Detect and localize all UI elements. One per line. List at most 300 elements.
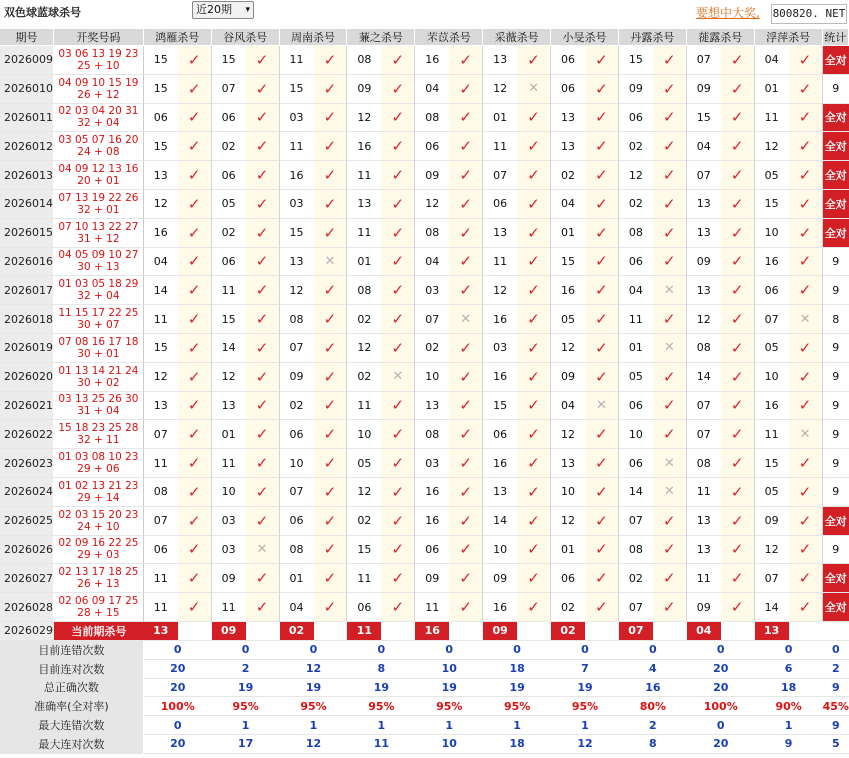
cross-icon xyxy=(789,305,823,334)
check-mark: ✓ xyxy=(391,482,405,501)
kill-value: 15 xyxy=(755,190,789,219)
check-icon xyxy=(314,46,348,75)
kill-value: 07 xyxy=(755,305,789,334)
summary-value: 1 xyxy=(755,716,823,735)
check-icon xyxy=(517,363,551,392)
check-mark: ✓ xyxy=(323,454,337,473)
check-mark: ✓ xyxy=(798,569,812,588)
kill-value: 16 xyxy=(415,507,449,536)
check-icon xyxy=(789,276,823,305)
red-balls: 01 03 05 18 29 32 xyxy=(58,278,139,303)
check-icon xyxy=(381,449,415,478)
kill-value: 07 xyxy=(144,420,178,449)
check-mark: ✓ xyxy=(255,108,269,127)
summary-value: 20 xyxy=(144,660,212,679)
table-row xyxy=(0,305,849,334)
check-icon xyxy=(381,104,415,133)
blank-cell xyxy=(246,622,280,641)
kill-value: 04 xyxy=(619,276,653,305)
check-icon xyxy=(789,449,823,478)
kill-value: 08 xyxy=(347,276,381,305)
check-mark: ✓ xyxy=(187,540,201,559)
kill-value: 11 xyxy=(144,449,178,478)
kill-value: 11 xyxy=(347,161,381,190)
check-icon xyxy=(314,363,348,392)
blue-ball: 01 xyxy=(106,203,120,216)
kill-value: 07 xyxy=(687,392,721,421)
check-mark: ✓ xyxy=(595,194,608,213)
check-icon xyxy=(246,593,280,622)
red-balls: 02 03 15 20 23 24 xyxy=(58,508,139,533)
table-row xyxy=(0,478,849,507)
summary-value: 9 xyxy=(823,679,849,698)
kill-value: 03 xyxy=(415,276,449,305)
check-icon xyxy=(721,363,755,392)
cross-mark: ✕ xyxy=(663,340,675,356)
stat-count: 9 xyxy=(823,276,849,305)
check-icon xyxy=(721,536,755,565)
check-mark: ✓ xyxy=(595,482,608,501)
check-icon xyxy=(246,305,280,334)
kill-value: 02 xyxy=(415,334,449,363)
check-icon xyxy=(789,248,823,277)
kill-value: 02 xyxy=(551,161,585,190)
kill-value: 09 xyxy=(755,507,789,536)
current-kill-value: 02 xyxy=(280,622,314,641)
check-icon xyxy=(246,392,280,421)
kill-value: 15 xyxy=(280,219,314,248)
check-mark: ✓ xyxy=(255,281,269,300)
cross-icon xyxy=(653,449,687,478)
summary-value: 2 xyxy=(212,660,280,679)
summary-value: 1 xyxy=(551,716,619,735)
issue-number: 2026010 xyxy=(0,75,54,104)
kill-value: 12 xyxy=(755,536,789,565)
kill-value: 11 xyxy=(280,46,314,75)
check-icon xyxy=(585,593,619,622)
kill-value: 09 xyxy=(415,161,449,190)
check-mark: ✓ xyxy=(323,108,337,127)
check-mark: ✓ xyxy=(391,137,405,156)
check-icon xyxy=(517,132,551,161)
current-kill-value: 13 xyxy=(144,622,178,641)
kill-value: 06 xyxy=(415,536,449,565)
check-mark: ✓ xyxy=(730,252,744,271)
check-mark: ✓ xyxy=(663,50,676,69)
check-mark: ✓ xyxy=(730,108,744,127)
check-mark: ✓ xyxy=(391,108,405,127)
kill-value: 06 xyxy=(212,104,246,133)
check-icon xyxy=(246,46,280,75)
red-balls: 03 13 25 26 30 31 xyxy=(58,393,139,418)
issue-number: 2026011 xyxy=(0,104,54,133)
current-issue-row xyxy=(0,622,849,641)
draw-numbers xyxy=(54,449,144,478)
red-balls: 15 18 23 25 28 32 xyxy=(58,422,139,447)
kill-value: 14 xyxy=(212,334,246,363)
kill-value: 14 xyxy=(619,478,653,507)
issue-number: 2026023 xyxy=(0,449,54,478)
summary-row xyxy=(0,641,849,660)
kill-value: 06 xyxy=(280,420,314,449)
check-mark: ✓ xyxy=(663,194,676,213)
check-mark: ✓ xyxy=(595,425,608,444)
check-icon xyxy=(585,104,619,133)
check-mark: ✓ xyxy=(663,137,676,156)
table-header-row xyxy=(0,29,849,46)
kill-value: 05 xyxy=(619,363,653,392)
check-mark: ✓ xyxy=(798,511,812,530)
kill-value: 09 xyxy=(483,564,517,593)
kill-value: 08 xyxy=(415,420,449,449)
check-mark: ✓ xyxy=(187,79,201,98)
kill-value: 07 xyxy=(687,46,721,75)
kill-value: 04 xyxy=(551,190,585,219)
check-icon xyxy=(653,248,687,277)
check-mark: ✓ xyxy=(391,598,405,617)
check-mark: ✓ xyxy=(459,511,472,530)
summary-value: 6 xyxy=(755,660,823,679)
check-icon xyxy=(585,75,619,104)
check-icon xyxy=(314,305,348,334)
check-mark: ✓ xyxy=(730,540,744,559)
kill-value: 03 xyxy=(212,536,246,565)
kill-value: 16 xyxy=(483,449,517,478)
kill-value: 05 xyxy=(551,305,585,334)
check-mark: ✓ xyxy=(323,137,337,156)
check-mark: ✓ xyxy=(798,396,812,415)
draw-numbers xyxy=(54,420,144,449)
kill-value: 13 xyxy=(144,392,178,421)
check-icon xyxy=(449,75,483,104)
check-mark: ✓ xyxy=(255,482,269,501)
blue-ball: 14 xyxy=(106,491,120,504)
check-mark: ✓ xyxy=(459,569,472,588)
summary-value: 20 xyxy=(144,679,212,698)
summary-label: 最大连错次数 xyxy=(0,716,144,735)
check-mark: ✓ xyxy=(187,396,201,415)
check-mark: ✓ xyxy=(730,310,744,329)
check-icon xyxy=(314,564,348,593)
kill-value: 02 xyxy=(212,132,246,161)
kill-value: 09 xyxy=(280,363,314,392)
promo-link[interactable]: 要想中大奖, xyxy=(696,6,760,20)
check-icon xyxy=(381,593,415,622)
table-row xyxy=(0,507,849,536)
check-mark: ✓ xyxy=(323,79,337,98)
table-row xyxy=(0,420,849,449)
check-mark: ✓ xyxy=(255,425,269,444)
summary-value: 0 xyxy=(687,716,755,735)
kill-value: 10 xyxy=(212,478,246,507)
check-mark: ✓ xyxy=(595,367,608,386)
check-mark: ✓ xyxy=(187,108,201,127)
cross-icon xyxy=(314,248,348,277)
table-row xyxy=(0,276,849,305)
check-mark: ✓ xyxy=(187,454,201,473)
kill-value: 12 xyxy=(280,276,314,305)
check-icon xyxy=(789,190,823,219)
table-row xyxy=(0,75,849,104)
check-icon xyxy=(653,161,687,190)
kill-value: 07 xyxy=(687,161,721,190)
summary-value: 0 xyxy=(755,641,823,660)
check-mark: ✓ xyxy=(663,569,676,588)
period-select-value: 近20期 xyxy=(196,3,232,16)
check-mark: ✓ xyxy=(527,425,540,444)
blue-ball: 04 xyxy=(106,290,120,303)
summary-value: 1 xyxy=(415,716,483,735)
check-icon xyxy=(789,75,823,104)
check-icon xyxy=(585,536,619,565)
kill-value: 15 xyxy=(483,392,517,421)
check-mark: ✓ xyxy=(323,396,337,415)
check-icon xyxy=(381,248,415,277)
stat-count: 9 xyxy=(823,392,849,421)
check-icon xyxy=(449,132,483,161)
kill-value: 07 xyxy=(280,334,314,363)
kill-value: 11 xyxy=(483,248,517,277)
summary-value: 100% xyxy=(144,697,212,716)
summary-value: 95% xyxy=(483,697,551,716)
kill-value: 12 xyxy=(755,132,789,161)
check-icon xyxy=(449,363,483,392)
check-icon xyxy=(653,190,687,219)
blue-ball: 10 xyxy=(106,59,120,72)
summary-value: 12 xyxy=(551,735,619,754)
check-mark: ✓ xyxy=(459,338,472,357)
summary-value: 18 xyxy=(755,679,823,698)
kill-value: 01 xyxy=(280,564,314,593)
top-bar xyxy=(0,0,849,26)
check-icon xyxy=(653,363,687,392)
cross-icon xyxy=(653,334,687,363)
summary-value: 0 xyxy=(483,641,551,660)
summary-value: 9 xyxy=(755,735,823,754)
check-mark: ✓ xyxy=(187,482,201,501)
kill-value: 16 xyxy=(144,219,178,248)
check-mark: ✓ xyxy=(187,338,201,357)
plus-sign: + xyxy=(90,319,107,332)
check-mark: ✓ xyxy=(391,425,405,444)
column-header: 小旻杀号 xyxy=(551,29,619,46)
summary-value: 0 xyxy=(212,641,280,660)
plus-sign: + xyxy=(90,405,107,418)
cross-mark: ✕ xyxy=(256,541,268,557)
check-mark: ✓ xyxy=(255,310,269,329)
kill-value: 15 xyxy=(619,46,653,75)
current-issue-number: 2026029 xyxy=(0,622,54,641)
check-mark: ✓ xyxy=(391,540,405,559)
check-icon xyxy=(449,564,483,593)
check-mark: ✓ xyxy=(459,50,472,69)
check-icon xyxy=(314,536,348,565)
check-mark: ✓ xyxy=(595,511,608,530)
kill-value: 13 xyxy=(687,190,721,219)
summary-value: 2 xyxy=(619,716,687,735)
plus-sign: + xyxy=(90,607,107,620)
check-icon xyxy=(178,334,212,363)
check-icon xyxy=(789,334,823,363)
check-mark: ✓ xyxy=(459,367,472,386)
issue-number: 2026019 xyxy=(0,334,54,363)
kill-value: 04 xyxy=(415,248,449,277)
kill-number-table xyxy=(0,29,849,754)
kill-value: 01 xyxy=(551,219,585,248)
kill-value: 11 xyxy=(212,593,246,622)
draw-numbers xyxy=(54,75,144,104)
kill-value: 09 xyxy=(212,564,246,593)
check-icon xyxy=(246,334,280,363)
table-row xyxy=(0,46,849,75)
red-balls: 01 13 14 21 24 30 xyxy=(58,364,139,389)
table-row xyxy=(0,334,849,363)
period-select[interactable] xyxy=(192,1,254,19)
red-balls: 01 02 13 21 23 29 xyxy=(58,479,139,504)
summary-value: 16 xyxy=(619,679,687,698)
kill-value: 02 xyxy=(551,593,585,622)
summary-value: 2 xyxy=(823,660,849,679)
summary-value: 20 xyxy=(687,735,755,754)
check-mark: ✓ xyxy=(391,569,405,588)
summary-value: 8 xyxy=(619,735,687,754)
kill-value: 13 xyxy=(483,46,517,75)
issue-number: 2026021 xyxy=(0,392,54,421)
kill-value: 15 xyxy=(687,104,721,133)
check-mark: ✓ xyxy=(798,540,812,559)
check-mark: ✓ xyxy=(527,396,540,415)
check-mark: ✓ xyxy=(391,252,405,271)
summary-value: 19 xyxy=(212,679,280,698)
check-mark: ✓ xyxy=(255,511,269,530)
check-mark: ✓ xyxy=(595,338,608,357)
check-icon xyxy=(585,507,619,536)
check-icon xyxy=(246,75,280,104)
kill-value: 02 xyxy=(212,219,246,248)
kill-value: 02 xyxy=(619,564,653,593)
check-icon xyxy=(246,190,280,219)
column-header: 周南杀号 xyxy=(280,29,348,46)
blue-ball: 13 xyxy=(106,261,120,274)
summary-row xyxy=(0,697,849,716)
kill-value: 10 xyxy=(755,363,789,392)
summary-value: 95% xyxy=(212,697,280,716)
check-mark: ✓ xyxy=(255,137,269,156)
check-icon xyxy=(314,161,348,190)
summary-label: 目前连对次数 xyxy=(0,660,144,679)
blue-ball: 11 xyxy=(106,434,120,447)
check-mark: ✓ xyxy=(459,79,472,98)
check-mark: ✓ xyxy=(527,598,540,617)
issue-number: 2026014 xyxy=(0,190,54,219)
check-icon xyxy=(246,132,280,161)
check-mark: ✓ xyxy=(798,482,812,501)
kill-value: 12 xyxy=(551,507,585,536)
check-mark: ✓ xyxy=(323,310,337,329)
stat-count: 9 xyxy=(823,248,849,277)
issue-number: 2026022 xyxy=(0,420,54,449)
blue-ball: 04 xyxy=(106,405,120,418)
kill-value: 12 xyxy=(483,75,517,104)
blue-ball: 15 xyxy=(106,607,120,620)
kill-value: 08 xyxy=(687,449,721,478)
check-mark: ✓ xyxy=(730,137,744,156)
plus-sign: + xyxy=(90,117,107,130)
kill-value: 11 xyxy=(755,420,789,449)
check-icon xyxy=(314,190,348,219)
kill-value: 11 xyxy=(619,305,653,334)
check-mark: ✓ xyxy=(595,166,608,185)
summary-label: 总正确次数 xyxy=(0,679,144,698)
check-mark: ✓ xyxy=(595,223,608,242)
check-mark: ✓ xyxy=(595,252,608,271)
kill-value: 01 xyxy=(212,420,246,449)
column-header: 蓰露杀号 xyxy=(687,29,755,46)
check-icon xyxy=(517,536,551,565)
kill-value: 07 xyxy=(755,564,789,593)
summary-value: 18 xyxy=(483,660,551,679)
summary-value: 4 xyxy=(619,660,687,679)
kill-value: 01 xyxy=(551,536,585,565)
check-mark: ✓ xyxy=(730,482,744,501)
kill-value: 13 xyxy=(551,104,585,133)
summary-value: 0 xyxy=(415,641,483,660)
check-mark: ✓ xyxy=(459,137,472,156)
table-row xyxy=(0,132,849,161)
draw-numbers xyxy=(54,363,144,392)
check-mark: ✓ xyxy=(595,108,608,127)
plus-sign: + xyxy=(90,347,107,360)
check-icon xyxy=(517,420,551,449)
kill-value: 06 xyxy=(551,46,585,75)
check-icon xyxy=(381,276,415,305)
check-mark: ✓ xyxy=(391,166,405,185)
summary-row xyxy=(0,679,849,698)
issue-number: 2026027 xyxy=(0,564,54,593)
column-header: 统计 xyxy=(823,29,849,46)
cross-icon xyxy=(789,420,823,449)
kill-value: 08 xyxy=(619,536,653,565)
check-mark: ✓ xyxy=(459,454,472,473)
red-balls: 02 06 09 17 25 28 xyxy=(58,595,139,620)
check-icon xyxy=(246,507,280,536)
stat-count: 8 xyxy=(823,305,849,334)
check-icon xyxy=(789,507,823,536)
check-mark: ✓ xyxy=(798,367,812,386)
blank-cell xyxy=(314,622,348,641)
check-icon xyxy=(381,190,415,219)
check-mark: ✓ xyxy=(323,598,337,617)
blank-cell xyxy=(721,622,755,641)
kill-value: 03 xyxy=(280,104,314,133)
check-icon xyxy=(178,219,212,248)
check-mark: ✓ xyxy=(527,310,540,329)
blank-cell xyxy=(381,622,415,641)
cross-mark: ✕ xyxy=(663,484,675,500)
check-mark: ✓ xyxy=(730,79,744,98)
red-balls: 02 09 16 22 25 29 xyxy=(58,537,139,562)
cross-mark: ✕ xyxy=(799,426,811,442)
check-mark: ✓ xyxy=(595,569,608,588)
column-header: 蒹之杀号 xyxy=(347,29,415,46)
check-icon xyxy=(721,334,755,363)
cross-icon xyxy=(653,276,687,305)
check-mark: ✓ xyxy=(798,194,812,213)
check-mark: ✓ xyxy=(595,137,608,156)
check-mark: ✓ xyxy=(663,166,676,185)
check-mark: ✓ xyxy=(459,223,472,242)
kill-value: 13 xyxy=(347,190,381,219)
